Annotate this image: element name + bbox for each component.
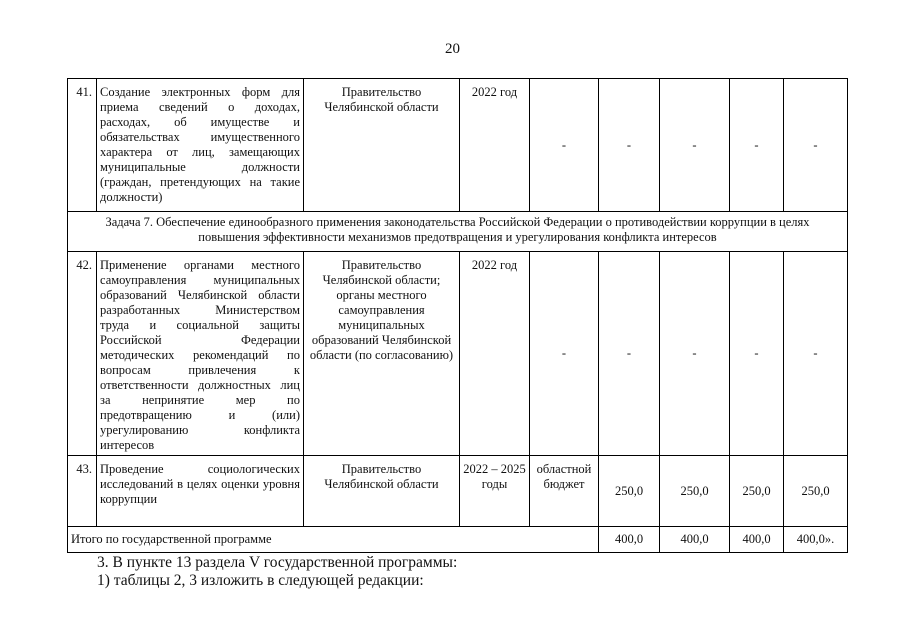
task-heading: Задача 7. Обеспечение единообразного применения законодательства Российской Федерации о противодействии коррупции в целях повышения эффективности механизмов предотвращения и урегулирования конфликта интересов <box>68 212 848 252</box>
total-label: Итого по государственной программе <box>68 527 599 553</box>
value-cell: - <box>730 79 784 212</box>
value-cell: 250,0 <box>730 456 784 527</box>
table-row <box>68 456 848 527</box>
row-number: 43. <box>68 456 97 527</box>
measure-name: Создание электронных форм для приема сведений о доходах, расходах, об имуществе и обязательствах имущественного характера от лиц, замещающих муниципальные должности (граждан, претендующих на такие должности) <box>97 79 304 212</box>
value-cell: - <box>660 79 730 212</box>
task-row <box>68 212 848 252</box>
total-value: 400,0». <box>784 527 848 553</box>
table-row <box>68 79 848 212</box>
value-cell: - <box>784 79 848 212</box>
total-value: 400,0 <box>599 527 660 553</box>
value-cell: 250,0 <box>599 456 660 527</box>
page-number: 20 <box>445 41 460 57</box>
period: 2022 год <box>460 252 530 456</box>
value-cell: - <box>660 252 730 456</box>
value-cell: - <box>530 252 599 456</box>
value-cell: - <box>599 79 660 212</box>
value-cell: 250,0 <box>784 456 848 527</box>
total-value: 400,0 <box>730 527 784 553</box>
funding-source: областной бюджет <box>530 456 599 527</box>
row-number: 41. <box>68 79 97 212</box>
executor: Правительство Челябинской области <box>304 456 460 527</box>
value-cell: - <box>784 252 848 456</box>
executor: Правительство Челябинской области <box>304 79 460 212</box>
paragraph: 3. В пункте 13 раздела V государственной программы: <box>97 554 458 571</box>
measure-name: Проведение социологических исследований в целях оценки уровня коррупции <box>97 456 304 527</box>
value-cell: - <box>599 252 660 456</box>
executor: Правительство Челябинской области; органы местного самоуправления муниципальных образований Челябинской области (по согласованию) <box>304 252 460 456</box>
total-value: 400,0 <box>660 527 730 553</box>
table-row <box>68 252 848 456</box>
program-table <box>67 78 848 553</box>
period: 2022 – 2025 годы <box>460 456 530 527</box>
row-number: 42. <box>68 252 97 456</box>
measure-name: Применение органами местного самоуправления муниципальных образований Челябинской области разработанных Министерством труда и социальной защиты Российской Федерации методических рекомендаций по вопросам привлечения к ответственности должностных лиц за непринятие мер по предотвращению и (или) урегулированию конфликта интересов <box>97 252 304 456</box>
value-cell: - <box>530 79 599 212</box>
paragraph: 1) таблицы 2, 3 изложить в следующей редакции: <box>97 572 424 589</box>
value-cell: - <box>730 252 784 456</box>
period: 2022 год <box>460 79 530 212</box>
total-row <box>68 527 848 553</box>
value-cell: 250,0 <box>660 456 730 527</box>
